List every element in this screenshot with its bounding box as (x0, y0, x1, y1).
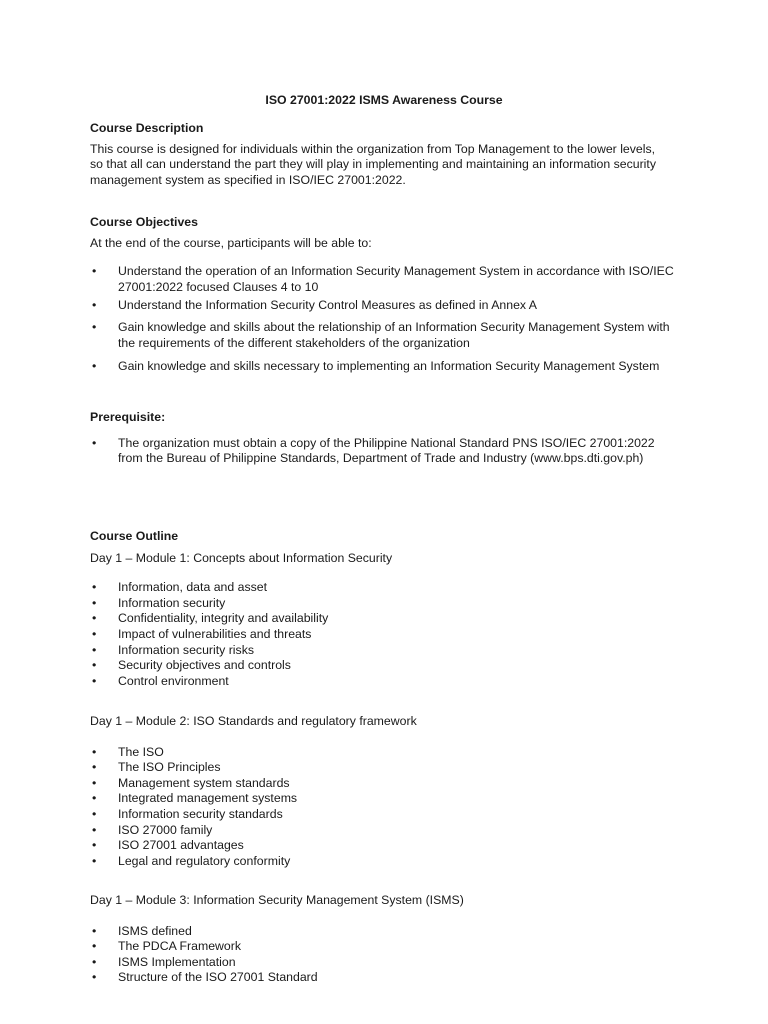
prerequisite-heading: Prerequisite: (90, 410, 166, 424)
module-2-list (90, 745, 690, 870)
course-description-line: management system as specified in ISO/IEC 27001:2022. (90, 172, 406, 187)
module-item: • ISO 27001 advantages (90, 838, 690, 854)
module-title: Day 1 – Module 1: Concepts about Information Security (90, 550, 393, 565)
course-outline-heading: Course Outline (90, 529, 179, 543)
course-objectives-heading: Course Objectives (90, 215, 198, 229)
module-3-list (90, 924, 690, 986)
module-item: • Impact of vulnerabilities and threats (90, 627, 690, 643)
objective-item (90, 359, 690, 375)
module-2-section (90, 714, 690, 869)
module-item: • Confidentiality, integrity and availability (90, 611, 690, 627)
objective-item (90, 298, 690, 314)
objective-item-line: • Understand the Information Security Control Measures as defined in Annex A (118, 298, 538, 313)
objective-item-line: • Gain knowledge and skills necessary to implementing an Information Security Management System (118, 359, 660, 374)
course-objectives-intro: At the end of the course, participants will be able to: (90, 235, 372, 250)
prerequisite-item-line: • The organization must obtain a copy of the Philippine National Standard PNS ISO/IEC 27001:2022 (118, 435, 655, 450)
module-item: • Information security (90, 596, 690, 612)
module-item: • ISO 27000 family (90, 823, 690, 839)
module-item: • ISMS defined (90, 924, 690, 940)
objective-item-line: • Gain knowledge and skills about the relationship of an Information Security Management System with (118, 319, 670, 334)
objectives-list (90, 264, 690, 375)
module-item: • The PDCA Framework (90, 939, 690, 955)
course-description-heading: Course Description (90, 121, 204, 135)
document-title: ISO 27001:2022 ISMS Awareness Course (265, 93, 503, 107)
course-description-line: This course is designed for individuals within the organization from Top Management to the lower levels, (90, 141, 656, 156)
course-outline-section (90, 529, 690, 689)
module-item: • Structure of the ISO 27001 Standard (90, 970, 690, 986)
module-1-list (90, 580, 690, 689)
course-description-text (90, 142, 690, 189)
module-title: Day 1 – Module 3: Information Security Management System (ISMS) (90, 893, 464, 907)
course-description-line: so that all can understand the part they will play in implementing and maintaining an information security (90, 157, 656, 172)
module-3-section (90, 893, 690, 986)
module-item: • Control environment (90, 674, 690, 690)
prerequisite-item (90, 436, 690, 467)
module-item: • ISMS Implementation (90, 955, 690, 971)
objective-item (90, 320, 690, 351)
module-item: • Information, data and asset (90, 580, 690, 596)
objective-item-line: the requirements of the different stakeholders of the organization (118, 335, 470, 350)
objective-item-line: 27001:2022 focused Clauses 4 to 10 (118, 279, 319, 294)
module-item: • Management system standards (90, 776, 690, 792)
module-item: • The ISO Principles (90, 760, 690, 776)
module-item: • Information security standards (90, 807, 690, 823)
course-objectives-section (90, 215, 690, 375)
course-description-section (90, 121, 690, 188)
module-item: • Information security risks (90, 643, 690, 659)
module-item: • Security objectives and controls (90, 658, 690, 674)
objective-item (90, 264, 690, 295)
objective-item-line: • Understand the operation of an Information Security Management System in accordance with ISO/IEC (118, 264, 674, 279)
module-item: • Legal and regulatory conformity (90, 854, 690, 870)
prerequisite-section (90, 410, 690, 467)
prerequisite-list (90, 436, 690, 467)
module-item: • The ISO (90, 745, 690, 761)
module-title: Day 1 – Module 2: ISO Standards and regulatory framework (90, 714, 417, 728)
module-item: • Integrated management systems (90, 791, 690, 807)
prerequisite-item-line: from the Bureau of Philippine Standards, Department of Trade and Industry (www.bps.dti.gov.ph) (118, 451, 644, 466)
